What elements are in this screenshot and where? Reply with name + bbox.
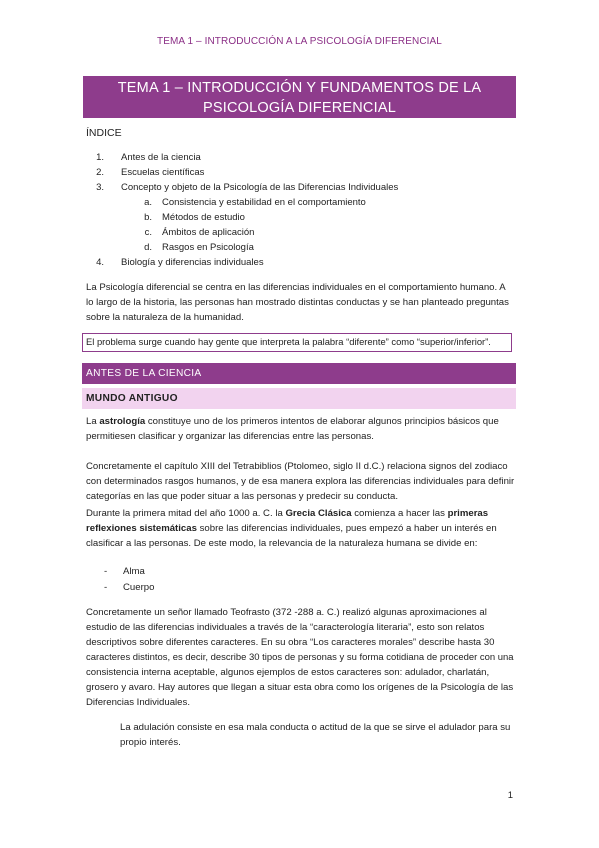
- toc-subitem-label: Ámbitos de aplicación: [162, 227, 255, 238]
- text-run: comienza a hacer las: [351, 508, 448, 519]
- grecia-paragraph: [86, 506, 514, 551]
- toc-item-label: Antes de la ciencia: [121, 152, 201, 163]
- page-number: 1: [507, 790, 513, 801]
- text-line: La adulación consiste en esa mala conducta o actitud de la que se sirve el adulador para su: [120, 722, 511, 733]
- text-line: consistencia interna aceptable, algunos ejemplos de estos caracteres son: adulador, charlatán,: [86, 667, 490, 678]
- toc-subitem-letter: b.: [144, 212, 152, 223]
- title-line-1: TEMA 1 – INTRODUCCIÓN Y FUNDAMENTOS DE LA: [117, 80, 482, 96]
- text-line: lo largo de la historia, las personas han mostrado distintas conductas y se han planteado preguntas: [86, 297, 509, 308]
- subsection-heading: MUNDO ANTIGUO: [82, 388, 516, 409]
- text-run: Durante la primera mitad del año 1000 a. C. la: [86, 508, 286, 519]
- text-line: Concretamente un señor llamado Teofrasto (372 -288 a. C.) realizó algunas aproximaciones al: [86, 607, 487, 618]
- tetrabiblios-paragraph: [86, 459, 514, 504]
- toc-item-label: Concepto y objeto de la Psicología de las Diferencias Individuales: [121, 182, 399, 193]
- text-line: clasificar a las personas. De este modo, la relevancia de la naturaleza humana se divide en:: [86, 538, 478, 549]
- toc-item-number: 4.: [96, 257, 104, 268]
- toc-subitem-label: Rasgos en Psicología: [162, 242, 254, 253]
- text-line: [86, 506, 488, 521]
- text-line: [86, 521, 497, 536]
- toc-subitem-letter: a.: [144, 197, 152, 208]
- text-run: sobre las diferencias individuales, pues empezó a haber un interés en: [196, 523, 497, 534]
- list-item-label: Alma: [123, 566, 145, 577]
- text-line: Concretamente el capítulo XIII del Tetrabiblios (Ptolomeo, siglo II d.C.) relaciona signos del zodiaco: [86, 461, 508, 472]
- text-line: descriptivos sobre diferentes caracteres. En su obra “Los caracteres morales” describe hasta 30: [86, 637, 495, 648]
- bold-term: astrología: [99, 416, 146, 427]
- astrologia-paragraph: [86, 414, 514, 444]
- toc-subitem-label: Consistencia y estabilidad en el comportamiento: [162, 197, 366, 208]
- text-line: [86, 414, 499, 429]
- toc-subitem-label: Métodos de estudio: [162, 212, 245, 223]
- toc-item-label: Escuelas científicas: [121, 167, 205, 178]
- title-line-2: PSICOLOGÍA DIFERENCIAL: [203, 99, 396, 116]
- text-line: Diferencias Individuales.: [86, 697, 190, 708]
- text-line: propio interés.: [120, 737, 181, 748]
- text-line: permitiesen clasificar y organizar las diferencias entre las personas.: [86, 431, 374, 442]
- running-header: TEMA 1 – INTRODUCCIÓN A LA PSICOLOGÍA DIFERENCIAL: [157, 36, 442, 47]
- toc-item-label: Biología y diferencias individuales: [121, 257, 264, 268]
- bold-term: primeras: [447, 508, 489, 519]
- callout-box: El problema surge cuando hay gente que interpreta la palabra “diferente” como “superior/inferior”.: [82, 333, 512, 352]
- text-line: estudio de las diferencias individuales a través de la “caracterología literaria”, esto son relatos: [86, 622, 485, 633]
- document-title: [83, 76, 516, 118]
- bold-term: reflexiones sistemáticas: [86, 523, 197, 534]
- bold-term: Grecia Clásica: [285, 508, 352, 519]
- text-line: categorías en las que poder situar a las personas y predecir su conducta.: [86, 491, 398, 502]
- text-line: sobre la naturaleza de la humanidad.: [86, 312, 244, 323]
- quote-paragraph: [120, 720, 515, 750]
- intro-paragraph: [86, 280, 514, 325]
- toc-item-number: 2.: [96, 167, 104, 178]
- toc-item-number: 3.: [96, 182, 104, 193]
- text-run: La: [86, 416, 100, 427]
- dash-marker: -: [104, 582, 108, 593]
- toc-subitem-letter: d.: [144, 242, 152, 253]
- toc-subitem-letter: c.: [144, 227, 152, 238]
- text-run: constituye uno de los primeros intentos de elaborar algunos principios básicos que: [145, 416, 499, 427]
- index-heading: ÍNDICE: [86, 127, 122, 139]
- section-heading: ANTES DE LA CIENCIA: [82, 363, 516, 384]
- text-line: caracteres distintos, es decir, describe 30 tipos de personas y su forma cotidiana de proceder con una: [86, 652, 514, 663]
- text-line: grosero y avaro. Hay autores que llegan a situar esta obra como los orígenes de la Psicología de las: [86, 682, 514, 693]
- dash-marker: -: [104, 566, 108, 577]
- list-item-label: Cuerpo: [123, 582, 155, 593]
- teofrasto-paragraph: [86, 605, 514, 710]
- text-line: La Psicología diferencial se centra en las diferencias individuales en el comportamiento humano. A: [86, 282, 506, 293]
- toc-item-number: 1.: [96, 152, 104, 163]
- text-line: con determinados rasgos humanos, y de esa manera explora las diferencias individuales para definir: [86, 476, 515, 487]
